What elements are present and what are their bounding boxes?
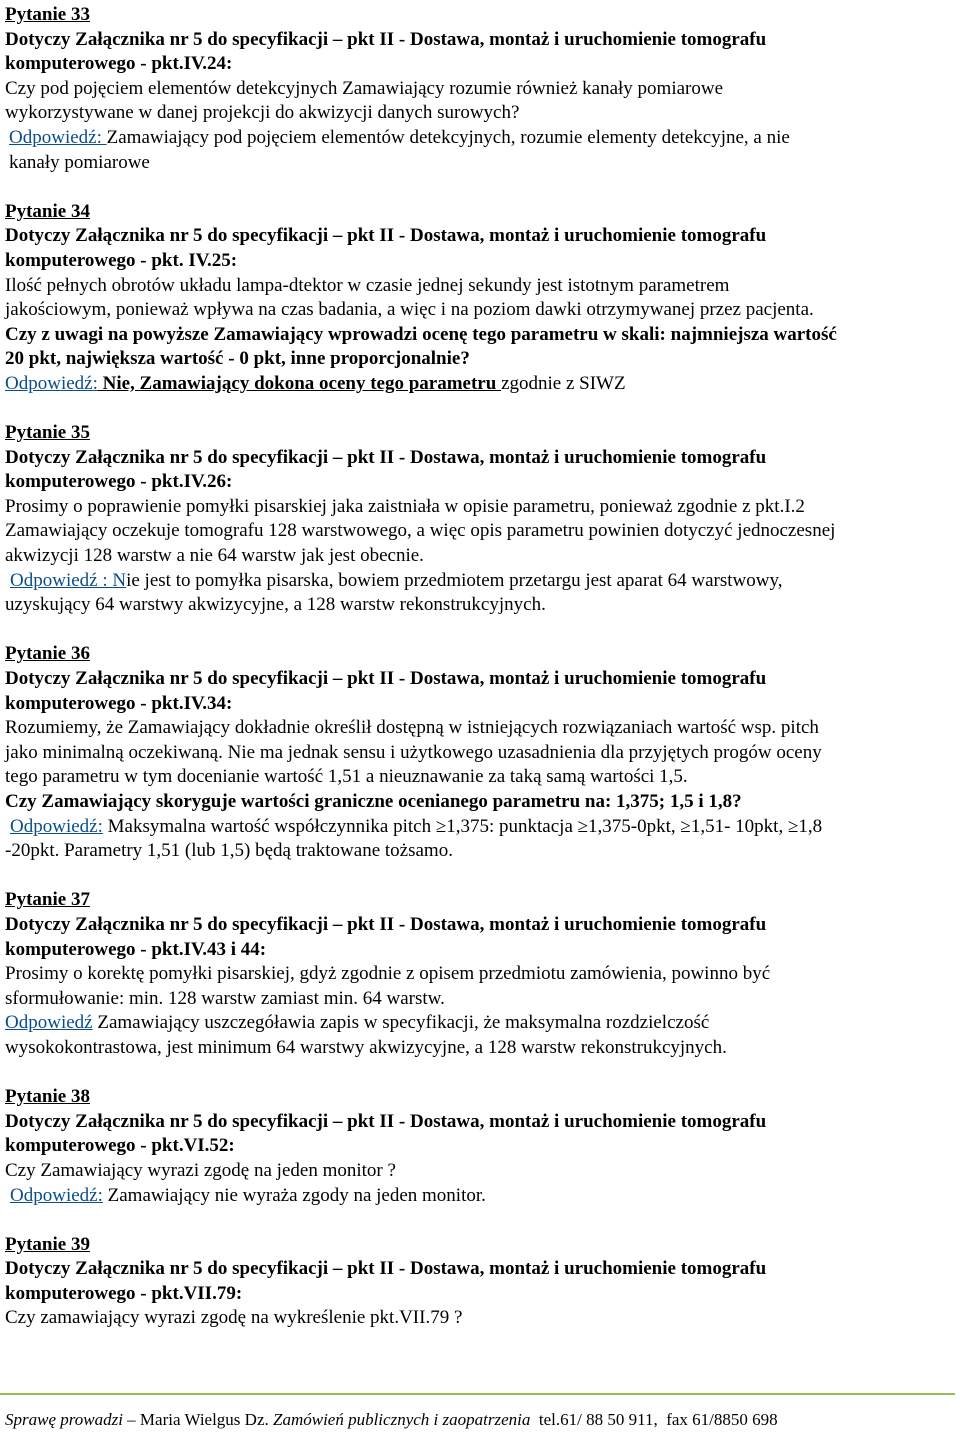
question-36 (5, 642, 955, 863)
question-34 (5, 200, 955, 397)
question-title: Pytanie 33 (5, 4, 90, 25)
answer-line2: wysokokontrastowa, jest minimum 64 warstwy akwizycyjne, a 128 warstw rekonstrukcyjnych. (5, 1036, 727, 1058)
page-footer (5, 1410, 955, 1430)
question-reference-line1: Dotyczy Załącznika nr 5 do specyfikacji – pkt II - Dostawa, montaż i uruchomienie tomografu (5, 225, 767, 247)
question-text-line2: jakościowym, ponieważ wpływa na czas badania, a więc i na poziom dawki otrzymywanej przez pacjenta. (5, 299, 814, 321)
question-reference-line1: Dotyczy Załącznika nr 5 do specyfikacji – pkt II - Dostawa, montaż i uruchomienie tomografu (5, 1110, 767, 1132)
answer-label: Odpowiedź (5, 1012, 93, 1034)
question-text-line3: Czy z uwagi na powyższe Zamawiający wprowadzi ocenę tego parametru w skali: najmniejsza wartość (5, 323, 837, 345)
answer-text: zgodnie z SIWZ (501, 372, 626, 394)
document-page (5, 3, 955, 1331)
question-reference-line2: komputerowego - pkt.IV.34: (5, 692, 233, 714)
question-39 (5, 1233, 955, 1331)
answer-line2: kanały pomiarowe (9, 151, 150, 173)
question-title: Pytanie 37 (5, 889, 90, 911)
footer-contact: tel.61/ 88 50 911, fax 61/8850 698 (530, 1410, 778, 1429)
footer-name: Maria Wielgus Dz. (139, 1410, 269, 1429)
answer-line1 (5, 1184, 955, 1209)
answer-label: Odpowiedź : N (10, 569, 127, 591)
answer-bold-text: Nie, Zamawiający dokona oceny tego parametru (97, 372, 502, 394)
answer-line1 (5, 569, 955, 594)
answer-text: ie jest to pomyłka pisarska, bowiem przedmiotem przetargu jest aparat 64 warstwowy, (126, 569, 783, 591)
question-reference-line2: komputerowego - pkt.VII.79: (5, 1282, 243, 1304)
question-title: Pytanie 36 (5, 643, 90, 665)
question-reference-line2: komputerowego - pkt.IV.26: (5, 471, 233, 493)
question-reference-line1: Dotyczy Załącznika nr 5 do specyfikacji – pkt II - Dostawa, montaż i uruchomienie tomografu (5, 28, 767, 50)
answer-label: Odpowiedź: (10, 815, 103, 837)
question-text-line1: Ilość pełnych obrotów układu lampa-dtektor w czasie jednej sekundy jest istotnym parametrem (5, 274, 730, 296)
question-reference-line2: komputerowego - pkt.IV.43 i 44: (5, 938, 267, 960)
question-text-line2: jako minimalną oczekiwaną. Nie ma jednak sensu i użytkowego uzasadnienia dla przyjętych progów oceny (5, 741, 822, 763)
question-text-line4: 20 pkt, największa wartość - 0 pkt, inne proporcjonalnie? (5, 348, 470, 370)
answer-line1 (5, 126, 955, 151)
footer-label: Sprawę prowadzi (5, 1410, 123, 1429)
footer-divider (0, 1393, 955, 1395)
question-text-line3: tego parametru w tym docenianie wartość 1,51 a nieuznawanie za taką samą wartości 1,5. (5, 766, 688, 788)
question-title: Pytanie 34 (5, 200, 90, 222)
answer-text: Zamawiający nie wyraża zgody na jeden monitor. (102, 1184, 486, 1206)
question-reference-line1: Dotyczy Załącznika nr 5 do specyfikacji – pkt II - Dostawa, montaż i uruchomienie tomografu (5, 668, 767, 690)
question-text-line2: wykorzystywane w danej projekcji do akwizycji danych surowych? (5, 102, 520, 124)
question-text-line4: Czy Zamawiający skoryguje wartości graniczne ocenianego parametru na: 1,375; 1,5 i 1,8? (5, 791, 742, 812)
answer-text: Zamawiający uszczegóławia zapis w specyfikacji, że maksymalna rozdzielczość (92, 1012, 710, 1034)
question-text-line2: sformułowanie: min. 128 warstw zamiast min. 64 warstw. (5, 987, 445, 1009)
footer-dash: – (122, 1410, 140, 1429)
answer-line2: uzyskujący 64 warstwy akwizycyjne, a 128 warstw rekonstrukcyjnych. (5, 594, 546, 616)
answer-text: Maksymalna wartość współczynnika pitch ≥1,375: punktacja ≥1,375-0pkt, ≥1,51- 10pkt, ≥1,8 (102, 815, 823, 837)
question-text-line1: Prosimy o korektę pomyłki pisarskiej, gdyż zgodnie z opisem przedmiotu zamówienia, powinno być (5, 963, 771, 985)
question-text-line1: Prosimy o poprawienie pomyłki pisarskiej jaka zaistniała w opisie parametru, ponieważ zgodnie z pkt.I.2 (5, 495, 805, 517)
question-38 (5, 1085, 955, 1208)
question-text-line2: Zamawiający oczekuje tomografu 128 warstwowego, a więc opis parametru powinien dotyczyć jednoczesnej (5, 520, 836, 542)
question-reference-line1: Dotyczy Załącznika nr 5 do specyfikacji – pkt II - Dostawa, montaż i uruchomienie tomografu (5, 913, 767, 935)
answer-line1 (5, 815, 955, 840)
answer-line1 (5, 1011, 955, 1036)
answer-label: Odpowiedź: (5, 372, 98, 394)
question-text-line1: Czy Zamawiający wyrazi zgodę na jeden monitor ? (5, 1159, 396, 1181)
question-title: Pytanie 35 (5, 422, 90, 444)
answer-line1 (5, 372, 955, 397)
question-title: Pytanie 39 (5, 1233, 90, 1255)
question-text-line1: Czy zamawiający wyrazi zgodę na wykreślenie pkt.VII.79 ? (5, 1307, 463, 1329)
answer-line2: -20pkt. Parametry 1,51 (lub 1,5) będą traktowane tożsamo. (5, 840, 453, 862)
question-text-line3: akwizycji 128 warstw a nie 64 warstw jak jest obecnie. (5, 545, 424, 567)
question-reference-line2: komputerowego - pkt. IV.25: (5, 249, 238, 271)
question-title: Pytanie 38 (5, 1086, 90, 1108)
question-text-line1: Czy pod pojęciem elementów detekcyjnych Zamawiający rozumie również kanały pomiarowe (5, 77, 724, 99)
question-text-line1: Rozumiemy, że Zamawiający dokładnie określił dostępną w istniejących rozwiązaniach wartość wsp. pitch (5, 717, 819, 739)
question-reference-line1: Dotyczy Załącznika nr 5 do specyfikacji – pkt II - Dostawa, montaż i uruchomienie tomografu (5, 446, 767, 468)
footer-department: Zamówień publicznych i zaopatrzenia (268, 1410, 531, 1429)
question-33 (5, 3, 955, 175)
answer-text: Zamawiający pod pojęciem elementów detekcyjnych, rozumie elementy detekcyjne, a nie (106, 126, 790, 148)
question-35 (5, 421, 955, 618)
answer-label: Odpowiedź: (10, 1184, 103, 1206)
answer-label: Odpowiedź: (9, 126, 107, 148)
question-reference-line2: komputerowego - pkt.VI.52: (5, 1135, 235, 1157)
question-reference-line1: Dotyczy Załącznika nr 5 do specyfikacji – pkt II - Dostawa, montaż i uruchomienie tomografu (5, 1258, 767, 1280)
question-37 (5, 888, 955, 1060)
question-reference-line2: komputerowego - pkt.IV.24: (5, 53, 233, 75)
